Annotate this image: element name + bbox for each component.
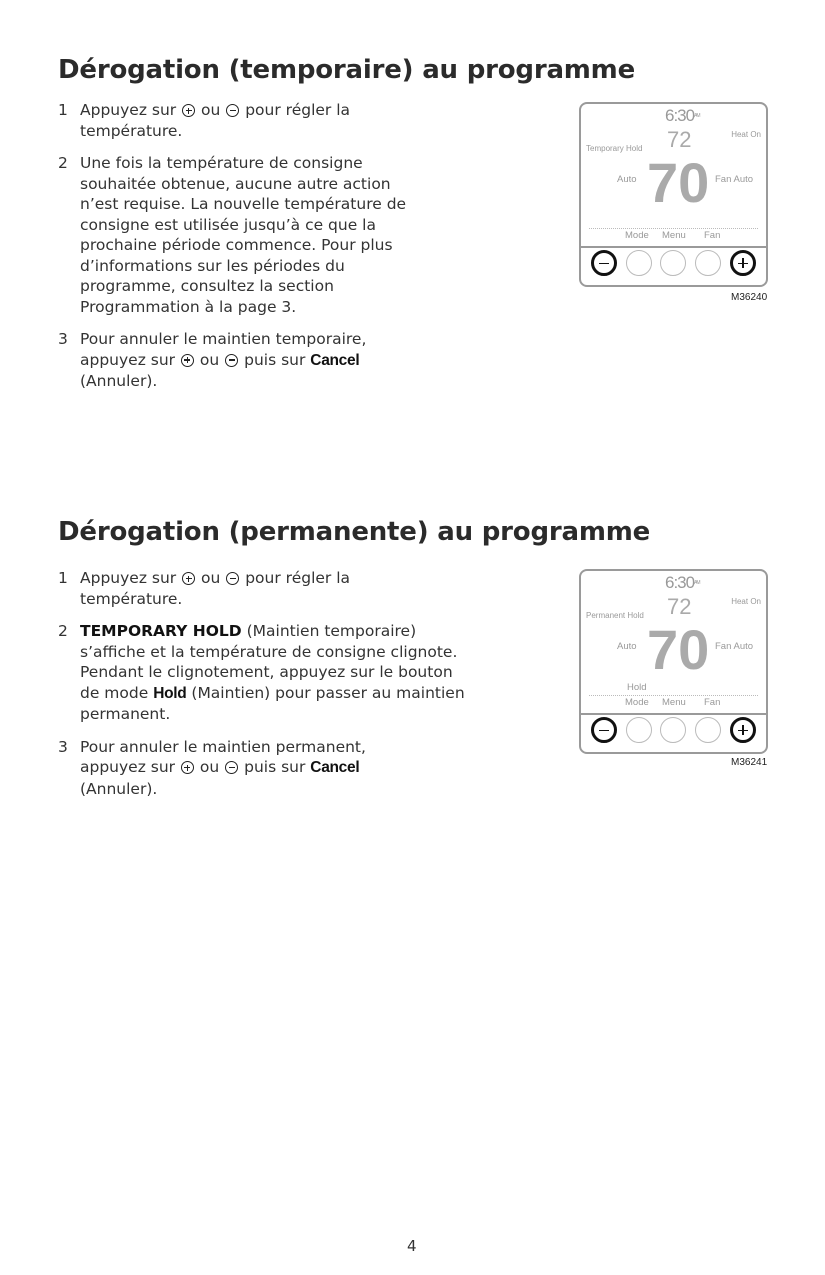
hold-keyword: Hold xyxy=(153,684,187,702)
step-text: Pour annuler le maintien permanent, appuyez sur xyxy=(80,737,366,776)
button-row xyxy=(581,250,766,276)
step-2 xyxy=(58,621,468,725)
hold-status: Permanent Hold xyxy=(586,611,644,620)
step-number: 2 xyxy=(58,154,68,172)
section-title-permanent-hold: Dérogation (permanente) au programme xyxy=(58,517,651,547)
figure-code: M36240 xyxy=(731,292,768,303)
soft-key-mode: Mode xyxy=(625,697,649,708)
cancel-keyword: Cancel xyxy=(310,759,360,776)
step-text: puis sur xyxy=(244,758,306,776)
step-text: pour régler la température. xyxy=(80,569,351,608)
thermostat-display xyxy=(581,104,766,248)
step-3 xyxy=(58,329,428,392)
soft-button xyxy=(695,250,721,276)
step-text: Appuyez sur xyxy=(80,569,177,587)
step-text: ou xyxy=(201,101,221,119)
soft-button xyxy=(660,717,686,743)
step-text: Appuyez sur xyxy=(80,101,177,119)
plus-button-icon xyxy=(182,572,195,585)
step-text: Une fois la température de consigne souhaitée obtenue, aucune autre action n’est requise. La nouvelle température de consigne est utilisée jusqu’à ce que la prochaine période commence. Pour plus d’informations sur les périodes du programme, consultez la section Programmation à la page 3. xyxy=(80,154,407,316)
current-temp: 70 xyxy=(647,618,710,681)
step-text: puis sur xyxy=(244,350,306,369)
soft-button xyxy=(626,717,652,743)
plus-button-icon xyxy=(730,717,756,743)
plus-button-icon xyxy=(730,250,756,276)
thermostat-display xyxy=(581,571,766,715)
step-number: 3 xyxy=(58,330,68,348)
step-1 xyxy=(58,100,428,141)
step-text: (Annuler). xyxy=(80,372,158,390)
heat-status: Heat On xyxy=(731,130,761,139)
divider xyxy=(589,695,758,696)
soft-button xyxy=(626,250,652,276)
heat-status: Heat On xyxy=(731,597,761,606)
soft-key-fan: Fan xyxy=(704,230,721,241)
divider xyxy=(589,228,758,229)
step-text: pour régler la température. xyxy=(80,101,351,140)
page-number: 4 xyxy=(407,1237,417,1255)
setpoint: 72 xyxy=(667,594,692,619)
system-mode: Auto xyxy=(617,174,637,185)
minus-button-icon xyxy=(225,761,238,774)
step-text: (Annuler). xyxy=(80,779,158,798)
steps-temporary-hold xyxy=(58,100,428,404)
step-text: ou xyxy=(199,758,220,776)
current-temp: 70 xyxy=(647,151,710,214)
minus-button-icon xyxy=(226,572,239,585)
plus-button-icon xyxy=(181,354,194,367)
step-1 xyxy=(58,568,400,609)
step-number: 1 xyxy=(58,569,68,587)
step-number: 2 xyxy=(58,622,68,640)
system-mode: Auto xyxy=(617,641,637,652)
minus-button-icon xyxy=(591,717,617,743)
step-text: ou xyxy=(201,569,221,587)
step-2 xyxy=(58,153,428,317)
plus-button-icon xyxy=(182,104,195,117)
soft-button xyxy=(660,250,686,276)
plus-button-icon xyxy=(181,761,194,774)
hold-status: Temporary Hold xyxy=(586,144,643,153)
thermostat-illustration xyxy=(579,569,768,754)
clock: $6:30^{AM}$ xyxy=(665,106,700,125)
soft-key-mode: Mode xyxy=(625,230,649,241)
step-text: ou xyxy=(199,350,220,369)
soft-key-hold: Hold xyxy=(627,682,647,693)
soft-key-menu: Menu xyxy=(662,230,686,241)
thermostat-illustration xyxy=(579,102,768,287)
figure-code: M36241 xyxy=(731,757,768,768)
step-text: (Maintien) pour passer au maintien permanent. xyxy=(80,683,465,723)
section-title-temporary-hold: Dérogation (temporaire) au programme xyxy=(58,55,636,85)
soft-key-menu: Menu xyxy=(662,697,686,708)
minus-button-icon xyxy=(226,104,239,117)
steps-permanent-hold xyxy=(58,568,468,811)
step-number: 1 xyxy=(58,101,68,119)
soft-key-fan: Fan xyxy=(704,697,721,708)
step-text: Pour annuler le maintien temporaire, appuyez sur xyxy=(80,330,367,369)
minus-button-icon xyxy=(591,250,617,276)
step-text: (Maintien temporaire) s’affiche et la température de consigne clignote. Pendant le clignotement, appuyez sur le bouton de mode xyxy=(80,622,458,702)
cancel-keyword: Cancel xyxy=(310,351,360,369)
step-number: 3 xyxy=(58,737,68,756)
fan-mode: Fan Auto xyxy=(715,174,754,185)
setpoint: 72 xyxy=(667,127,692,152)
soft-button xyxy=(695,717,721,743)
temporary-hold-keyword: TEMPORARY HOLD xyxy=(80,622,242,640)
fan-mode: Fan Auto xyxy=(715,641,754,652)
minus-button-icon xyxy=(225,354,238,367)
step-3 xyxy=(58,737,410,800)
button-row xyxy=(581,717,766,743)
clock: $6:30^{AM}$ xyxy=(665,573,700,592)
